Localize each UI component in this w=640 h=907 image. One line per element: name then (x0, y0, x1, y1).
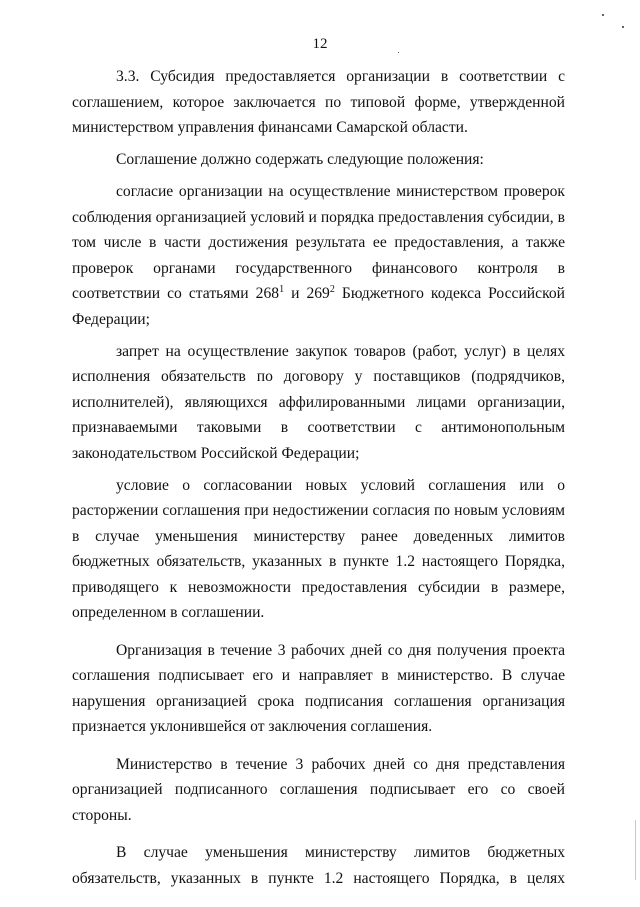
scan-edge-mark (635, 820, 636, 880)
inspection-consent-code: Бюджетного кодекса Российской Федерации; (72, 285, 565, 328)
paragraph-inspection-consent (72, 179, 565, 332)
paragraph-procurement-ban: запрет на осуществление закупок товаров (работ, услуг) в целях исполнения обязательств по договору у поставщиков (подрядчиков, исполнителей), являющихся аффилированными лицами организации, признаваемыми таковыми в соответствии с антимонопольным законодательством Российской Федерации; (72, 342, 565, 462)
scan-speck (622, 26, 624, 28)
footnote-superscript-2: 2 (329, 284, 335, 295)
footnote-superscript-1: 1 (279, 284, 285, 295)
paragraph-renegotiation-condition: условие о согласовании новых условий соглашения или о расторжении соглашения при недостижении согласия по новым условиям в случае уменьшения министерству ранее доведенных лимитов бюджетных обязательств, указанных в пункте 1.2 настоящего Порядка, приводящего к невозможности предоставления субсидии в размере, определенном в соглашении. (72, 476, 565, 621)
paragraph-agreement-provisions: Соглашение должно содержать следующие положения: (116, 151, 484, 168)
paragraph-ministry-signing: Министерство в течение 3 рабочих дней со дня представления организацией подписанного соглашения подписывает его со своей стороны. (72, 755, 565, 824)
scan-speck (398, 52, 399, 53)
document-body (72, 64, 565, 891)
inspection-consent-text: согласие организации на осуществление министерством проверок соблюдения организацией условий и порядка предоставления субсидии, в том числе в части достижения результата ее предоставления, а также проверок органами государственного финансового контроля в соответствии со статьями 268 (72, 183, 565, 302)
paragraph-limits-reduction: В случае уменьшения министерству лимитов бюджетных обязательств, указанных в пункте 1.2 настоящего Порядка, в целях (72, 844, 565, 887)
paragraph-organization-signing: Организация в течение 3 рабочих дней со дня получения проекта соглашения подписывает его и направляет в министерство. В случае нарушения организацией срока подписания соглашения организация признается уклонившейся от заключения соглашения. (72, 641, 565, 735)
inspection-consent-conjunction: и 269 (284, 285, 330, 302)
paragraph-subsidy-agreement: 3.3. Субсидия предоставляется организации в соответствии с соглашением, которое заключается по типовой форме, утвержденной министерством управления финансами Самарской области. (72, 68, 565, 136)
page-number: 12 (312, 36, 328, 52)
scan-speck (602, 14, 604, 16)
